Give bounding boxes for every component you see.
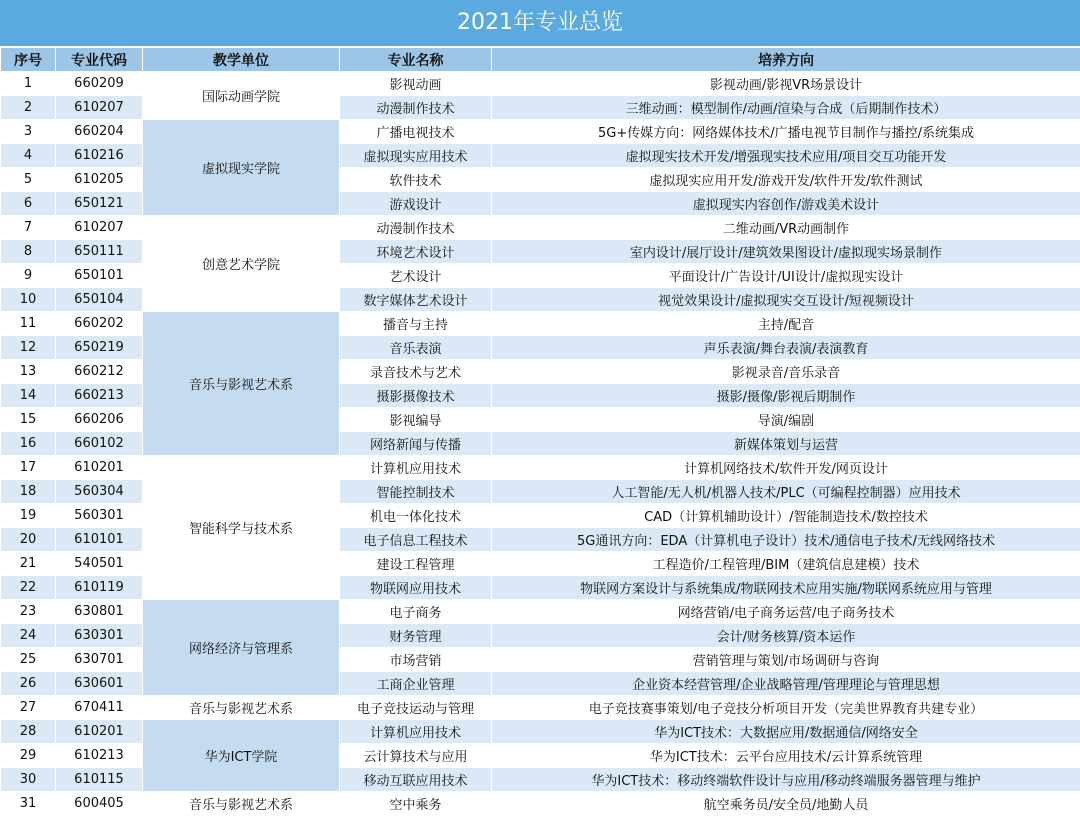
major-name: 动漫制作技术 bbox=[340, 216, 492, 240]
teaching-unit: 华为ICT学院 bbox=[143, 720, 340, 792]
training-direction: 二维动画/VR动画制作 bbox=[492, 216, 1080, 240]
row-number: 11 bbox=[1, 312, 56, 336]
major-code: 660209 bbox=[56, 72, 143, 96]
major-name: 云计算技术与应用 bbox=[340, 744, 492, 768]
major-code: 650111 bbox=[56, 240, 143, 264]
table-body bbox=[1, 72, 1080, 816]
training-direction: CAD（计算机辅助设计）/智能制造技术/数控技术 bbox=[492, 504, 1080, 528]
major-name: 数字媒体艺术设计 bbox=[340, 288, 492, 312]
major-name: 电子竞技运动与管理 bbox=[340, 696, 492, 720]
training-direction: 计算机网络技术/软件开发/网页设计 bbox=[492, 456, 1080, 480]
major-name: 市场营销 bbox=[340, 648, 492, 672]
table-row bbox=[1, 696, 1080, 720]
training-direction: 虚拟现实应用开发/游戏开发/软件开发/软件测试 bbox=[492, 168, 1080, 192]
teaching-unit: 创意艺术学院 bbox=[143, 216, 340, 312]
table-row bbox=[1, 120, 1080, 144]
major-code: 660204 bbox=[56, 120, 143, 144]
row-number: 12 bbox=[1, 336, 56, 360]
row-number: 9 bbox=[1, 264, 56, 288]
major-name: 播音与主持 bbox=[340, 312, 492, 336]
major-code: 660202 bbox=[56, 312, 143, 336]
row-number: 29 bbox=[1, 744, 56, 768]
major-name: 游戏设计 bbox=[340, 192, 492, 216]
major-code: 650101 bbox=[56, 264, 143, 288]
training-direction: 电子竞技赛事策划/电子竞技分析项目开发（完美世界教育共建专业） bbox=[492, 696, 1080, 720]
major-code: 610115 bbox=[56, 768, 143, 792]
teaching-unit: 国际动画学院 bbox=[143, 72, 340, 120]
row-number: 22 bbox=[1, 576, 56, 600]
table-row bbox=[1, 312, 1080, 336]
row-number: 24 bbox=[1, 624, 56, 648]
row-number: 20 bbox=[1, 528, 56, 552]
row-number: 26 bbox=[1, 672, 56, 696]
major-code: 560301 bbox=[56, 504, 143, 528]
major-name: 动漫制作技术 bbox=[340, 96, 492, 120]
row-number: 2 bbox=[1, 96, 56, 120]
teaching-unit: 智能科学与技术系 bbox=[143, 456, 340, 600]
page-title: 2021年专业总览 bbox=[0, 0, 1080, 46]
table-row bbox=[1, 720, 1080, 744]
major-code: 610101 bbox=[56, 528, 143, 552]
row-number: 28 bbox=[1, 720, 56, 744]
teaching-unit: 音乐与影视艺术系 bbox=[143, 792, 340, 816]
major-code: 660102 bbox=[56, 432, 143, 456]
major-code: 610213 bbox=[56, 744, 143, 768]
major-name: 空中乘务 bbox=[340, 792, 492, 816]
major-name: 软件技术 bbox=[340, 168, 492, 192]
header-unit: 教学单位 bbox=[143, 48, 340, 72]
major-code: 660212 bbox=[56, 360, 143, 384]
major-code: 660213 bbox=[56, 384, 143, 408]
training-direction: 影视动画/影视VR场景设计 bbox=[492, 72, 1080, 96]
training-direction: 声乐表演/舞台表演/表演教育 bbox=[492, 336, 1080, 360]
training-direction: 平面设计/广告设计/UI设计/虚拟现实设计 bbox=[492, 264, 1080, 288]
row-number: 19 bbox=[1, 504, 56, 528]
major-name: 虚拟现实应用技术 bbox=[340, 144, 492, 168]
training-direction: 主持/配音 bbox=[492, 312, 1080, 336]
header-major: 专业名称 bbox=[340, 48, 492, 72]
major-code: 650121 bbox=[56, 192, 143, 216]
training-direction: 虚拟现实内容创作/游戏美术设计 bbox=[492, 192, 1080, 216]
training-direction: 营销管理与策划/市场调研与咨询 bbox=[492, 648, 1080, 672]
major-code: 610201 bbox=[56, 456, 143, 480]
major-code: 630801 bbox=[56, 600, 143, 624]
row-number: 8 bbox=[1, 240, 56, 264]
major-name: 财务管理 bbox=[340, 624, 492, 648]
major-name: 计算机应用技术 bbox=[340, 720, 492, 744]
major-code: 670411 bbox=[56, 696, 143, 720]
table-header-row bbox=[1, 48, 1080, 72]
major-name: 艺术设计 bbox=[340, 264, 492, 288]
major-name: 广播电视技术 bbox=[340, 120, 492, 144]
major-code: 610207 bbox=[56, 96, 143, 120]
major-name: 机电一体化技术 bbox=[340, 504, 492, 528]
training-direction: 人工智能/无人机/机器人技术/PLC（可编程控制器）应用技术 bbox=[492, 480, 1080, 504]
row-number: 7 bbox=[1, 216, 56, 240]
major-code: 660206 bbox=[56, 408, 143, 432]
major-name: 物联网应用技术 bbox=[340, 576, 492, 600]
row-number: 23 bbox=[1, 600, 56, 624]
teaching-unit: 音乐与影视艺术系 bbox=[143, 696, 340, 720]
major-name: 电子商务 bbox=[340, 600, 492, 624]
major-code: 560304 bbox=[56, 480, 143, 504]
table-row bbox=[1, 792, 1080, 816]
major-name: 移动互联应用技术 bbox=[340, 768, 492, 792]
training-direction: 5G通讯方向：EDA（计算机电子设计）技术/通信电子技术/无线网络技术 bbox=[492, 528, 1080, 552]
major-code: 610201 bbox=[56, 720, 143, 744]
training-direction: 华为ICT技术：大数据应用/数据通信/网络安全 bbox=[492, 720, 1080, 744]
training-direction: 新媒体策划与运营 bbox=[492, 432, 1080, 456]
major-name: 计算机应用技术 bbox=[340, 456, 492, 480]
row-number: 31 bbox=[1, 792, 56, 816]
major-name: 电子信息工程技术 bbox=[340, 528, 492, 552]
training-direction: 华为ICT技术：移动终端软件设计与应用/移动终端服务器管理与维护 bbox=[492, 768, 1080, 792]
table-row bbox=[1, 600, 1080, 624]
row-number: 27 bbox=[1, 696, 56, 720]
row-number: 18 bbox=[1, 480, 56, 504]
training-direction: 室内设计/展厅设计/建筑效果图设计/虚拟现实场景制作 bbox=[492, 240, 1080, 264]
row-number: 17 bbox=[1, 456, 56, 480]
training-direction: 会计/财务核算/资本运作 bbox=[492, 624, 1080, 648]
major-name: 建设工程管理 bbox=[340, 552, 492, 576]
header-no: 序号 bbox=[1, 48, 56, 72]
training-direction: 摄影/摄像/影视后期制作 bbox=[492, 384, 1080, 408]
row-number: 16 bbox=[1, 432, 56, 456]
training-direction: 影视录音/音乐录音 bbox=[492, 360, 1080, 384]
major-code: 540501 bbox=[56, 552, 143, 576]
training-direction: 华为ICT技术：云平台应用技术/云计算系统管理 bbox=[492, 744, 1080, 768]
training-direction: 三维动画：模型制作/动画/渲染与合成（后期制作技术） bbox=[492, 96, 1080, 120]
major-name: 摄影摄像技术 bbox=[340, 384, 492, 408]
training-direction: 视觉效果设计/虚拟现实交互设计/短视频设计 bbox=[492, 288, 1080, 312]
row-number: 14 bbox=[1, 384, 56, 408]
major-code: 610119 bbox=[56, 576, 143, 600]
training-direction: 企业资本经营管理/企业战略管理/管理理论与管理思想 bbox=[492, 672, 1080, 696]
major-name: 智能控制技术 bbox=[340, 480, 492, 504]
major-code: 610216 bbox=[56, 144, 143, 168]
training-direction: 虚拟现实技术开发/增强现实技术应用/项目交互功能开发 bbox=[492, 144, 1080, 168]
major-code: 610207 bbox=[56, 216, 143, 240]
training-direction: 航空乘务员/安全员/地勤人员 bbox=[492, 792, 1080, 816]
row-number: 10 bbox=[1, 288, 56, 312]
row-number: 13 bbox=[1, 360, 56, 384]
major-name: 环境艺术设计 bbox=[340, 240, 492, 264]
major-code: 630601 bbox=[56, 672, 143, 696]
row-number: 5 bbox=[1, 168, 56, 192]
row-number: 15 bbox=[1, 408, 56, 432]
major-code: 610205 bbox=[56, 168, 143, 192]
teaching-unit: 网络经济与管理系 bbox=[143, 600, 340, 696]
row-number: 6 bbox=[1, 192, 56, 216]
major-name: 录音技术与艺术 bbox=[340, 360, 492, 384]
training-direction: 导演/编剧 bbox=[492, 408, 1080, 432]
training-direction: 5G+传媒方向：网络媒体技术/广播电视节目制作与播控/系统集成 bbox=[492, 120, 1080, 144]
table-row bbox=[1, 456, 1080, 480]
teaching-unit: 音乐与影视艺术系 bbox=[143, 312, 340, 456]
major-code: 600405 bbox=[56, 792, 143, 816]
row-number: 1 bbox=[1, 72, 56, 96]
row-number: 25 bbox=[1, 648, 56, 672]
major-name: 影视编导 bbox=[340, 408, 492, 432]
major-code: 630301 bbox=[56, 624, 143, 648]
training-direction: 工程造价/工程管理/BIM（建筑信息建模）技术 bbox=[492, 552, 1080, 576]
majors-table bbox=[0, 47, 1080, 816]
table-row bbox=[1, 72, 1080, 96]
major-code: 630701 bbox=[56, 648, 143, 672]
training-direction: 物联网方案设计与系统集成/物联网技术应用实施/物联网系统应用与管理 bbox=[492, 576, 1080, 600]
major-code: 650104 bbox=[56, 288, 143, 312]
major-name: 影视动画 bbox=[340, 72, 492, 96]
row-number: 30 bbox=[1, 768, 56, 792]
row-number: 21 bbox=[1, 552, 56, 576]
row-number: 3 bbox=[1, 120, 56, 144]
row-number: 4 bbox=[1, 144, 56, 168]
major-code: 650219 bbox=[56, 336, 143, 360]
major-name: 工商企业管理 bbox=[340, 672, 492, 696]
teaching-unit: 虚拟现实学院 bbox=[143, 120, 340, 216]
header-code: 专业代码 bbox=[56, 48, 143, 72]
major-name: 音乐表演 bbox=[340, 336, 492, 360]
training-direction: 网络营销/电子商务运营/电子商务技术 bbox=[492, 600, 1080, 624]
header-direction: 培养方向 bbox=[492, 48, 1080, 72]
major-name: 网络新闻与传播 bbox=[340, 432, 492, 456]
table-row bbox=[1, 216, 1080, 240]
